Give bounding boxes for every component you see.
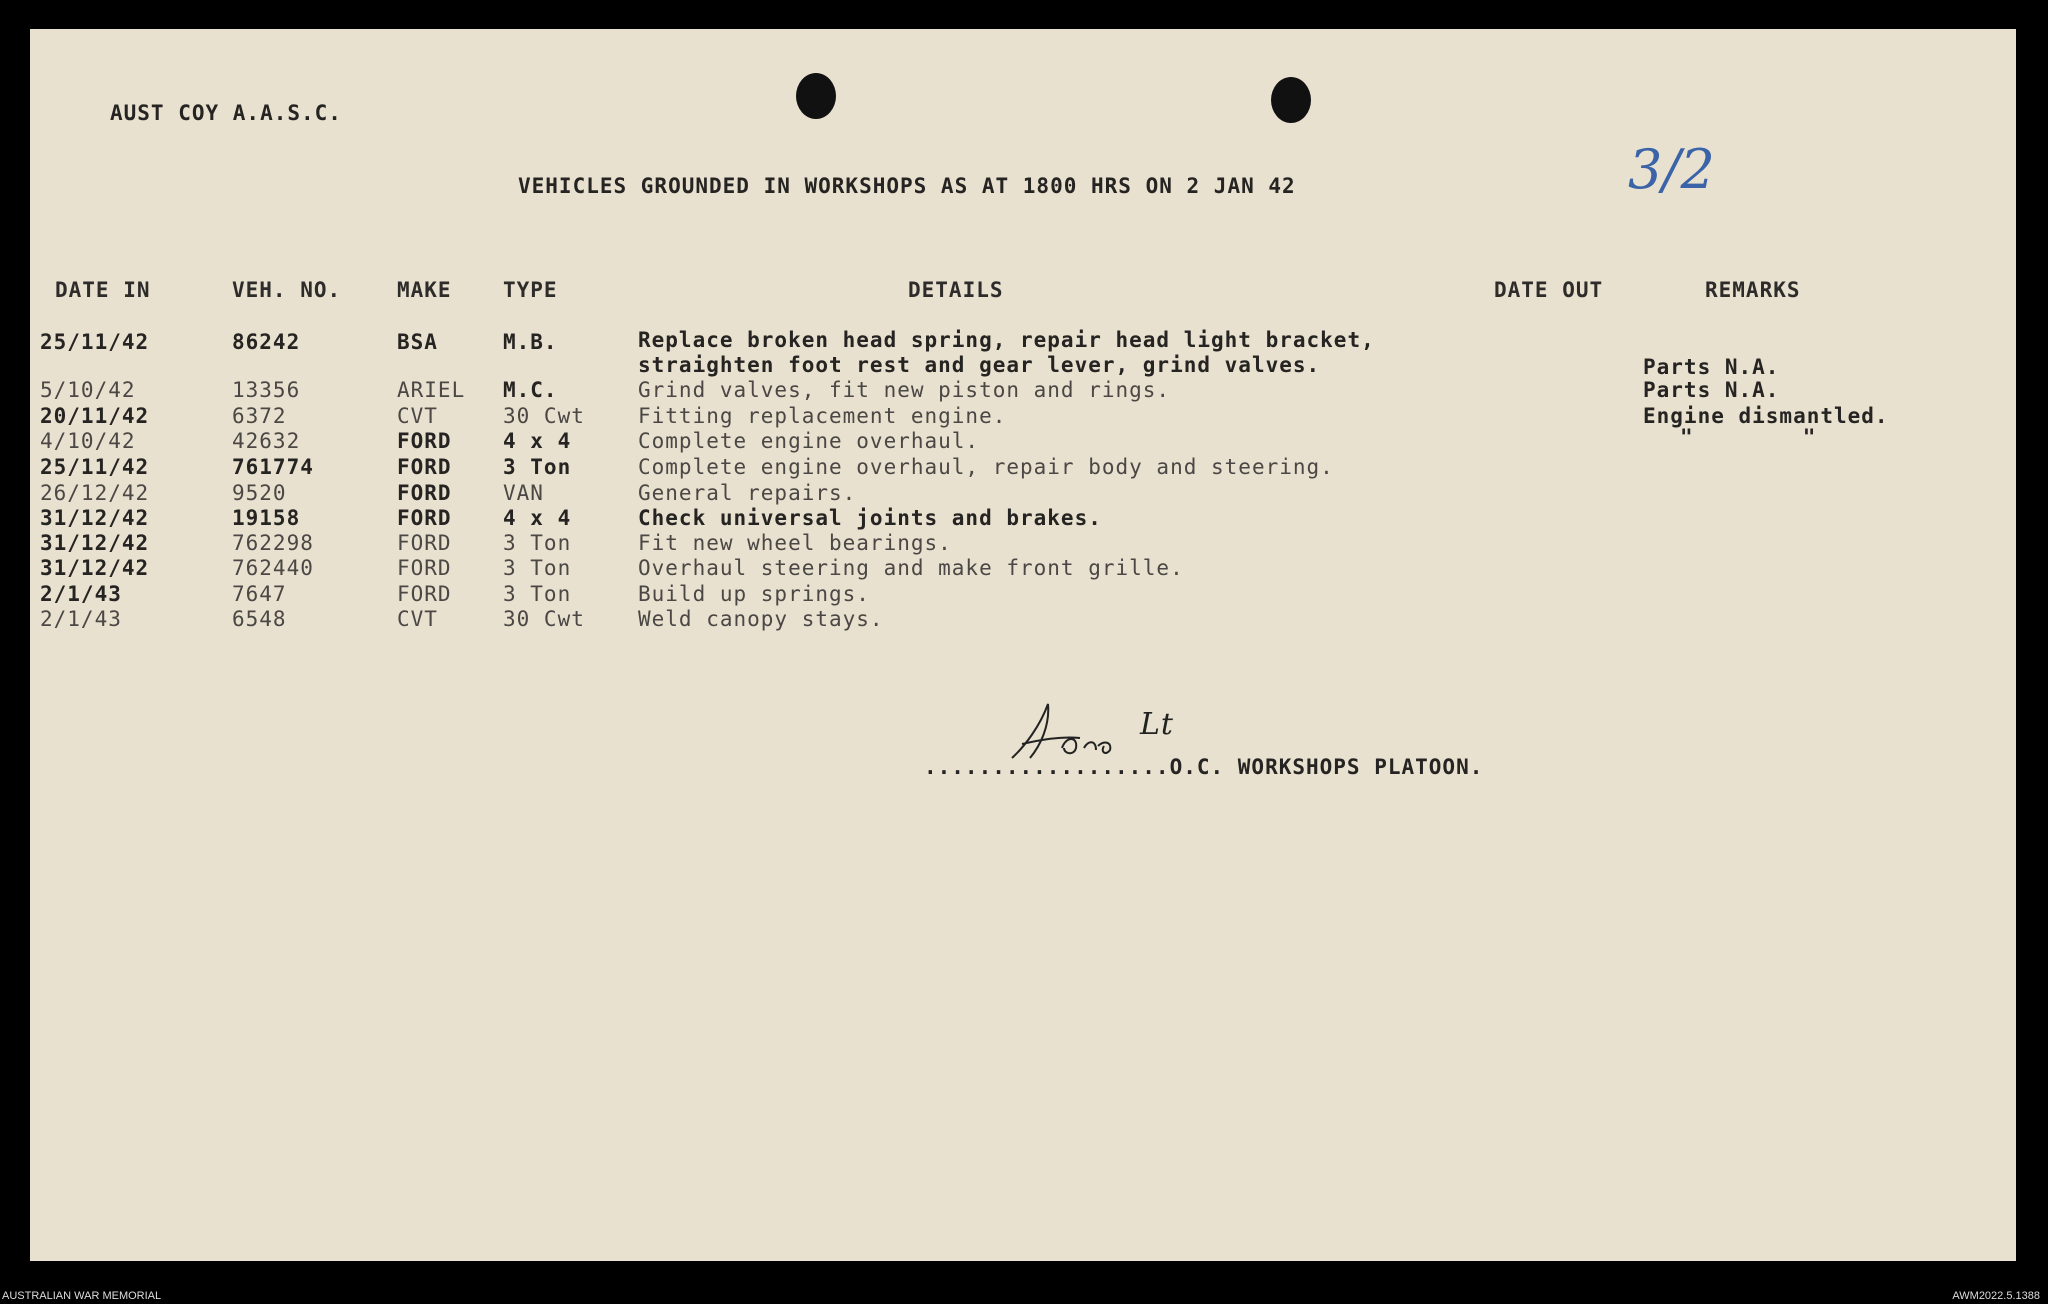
header-type: TYPE (503, 278, 558, 302)
punch-hole-left (796, 73, 836, 119)
row-8-date-in: 31/12/42 (40, 556, 150, 580)
header-remarks: REMARKS (1705, 278, 1801, 302)
row-4-veh-no: 761774 (232, 455, 314, 479)
row-1-veh-no: 13356 (232, 378, 301, 402)
header-details: DETAILS (908, 278, 1004, 302)
row-6-type: 4 x 4 (503, 506, 572, 530)
row-4-type: 3 Ton (503, 455, 572, 479)
row-8-details: Overhaul steering and make front grille. (638, 556, 1184, 580)
row-5-date-in: 26/12/42 (40, 481, 150, 505)
row-2-date-in: 20/11/42 (40, 404, 150, 428)
header-make: MAKE (397, 278, 452, 302)
row-3-details: Complete engine overhaul. (638, 429, 980, 453)
row-6-date-in: 31/12/42 (40, 506, 150, 530)
row-5-make: FORD (397, 481, 452, 505)
footer-right: AWM2022.5.1388 (1952, 1290, 2040, 1302)
row-0-make: BSA (397, 330, 438, 354)
row-10-type: 30 Cwt (503, 607, 585, 631)
row-0-veh-no: 86242 (232, 330, 301, 354)
row-1-make: ARIEL (397, 378, 466, 402)
row-3-make: FORD (397, 429, 452, 453)
row-10-veh-no: 6548 (232, 607, 287, 631)
row-7-type: 3 Ton (503, 531, 572, 555)
row-5-details: General repairs. (638, 481, 857, 505)
signature-rank: Lt (1140, 707, 1174, 742)
row-4-make: FORD (397, 455, 452, 479)
row-6-details: Check universal joints and brakes. (638, 506, 1102, 530)
row-1-date-in: 5/10/42 (40, 378, 136, 402)
row-5-veh-no: 9520 (232, 481, 287, 505)
row-2-make: CVT (397, 404, 438, 428)
row-9-veh-no: 7647 (232, 582, 287, 606)
row-0-date-in: 25/11/42 (40, 330, 150, 354)
row-10-details: Weld canopy stays. (638, 607, 884, 631)
row-1-details: Grind valves, fit new piston and rings. (638, 378, 1171, 402)
row-0-details-line2: straighten foot rest and gear lever, grind valves. (638, 353, 1321, 377)
signature-line: ..................O.C. WORKSHOPS PLATOON. (924, 755, 1484, 779)
footer-left: AUSTRALIAN WAR MEMORIAL (2, 1290, 162, 1302)
row-9-date-in: 2/1/43 (40, 582, 122, 606)
row-3-date-in: 4/10/42 (40, 429, 136, 453)
row-6-make: FORD (397, 506, 452, 530)
row-9-type: 3 Ton (503, 582, 572, 606)
row-5-type: VAN (503, 481, 544, 505)
folio-number: 3/2 (1628, 138, 1715, 201)
row-1-remarks: Parts N.A. (1643, 378, 1780, 402)
row-8-veh-no: 762440 (232, 556, 314, 580)
row-4-date-in: 25/11/42 (40, 455, 150, 479)
document-page (30, 29, 2016, 1261)
row-3-veh-no: 42632 (232, 429, 301, 453)
row-7-make: FORD (397, 531, 452, 555)
row-3-type: 4 x 4 (503, 429, 572, 453)
header-date-in: DATE IN (55, 278, 151, 302)
row-0-remarks: Parts N.A. (1643, 355, 1780, 379)
row-2-type: 30 Cwt (503, 404, 585, 428)
row-2-remarks: Engine dismantled. (1643, 404, 1889, 428)
row-2-details: Fitting replacement engine. (638, 404, 1007, 428)
header-veh-no: VEH. NO. (232, 278, 342, 302)
punch-hole-right (1271, 77, 1311, 123)
row-8-type: 3 Ton (503, 556, 572, 580)
row-1-type: M.C. (503, 378, 558, 402)
row-9-details: Build up springs. (638, 582, 870, 606)
row-0-type: M.B. (503, 330, 558, 354)
row-2-veh-no: 6372 (232, 404, 287, 428)
page-title: VEHICLES GROUNDED IN WORKSHOPS AS AT 1800 HRS ON 2 JAN 42 (518, 174, 1296, 198)
row-0-details: Replace broken head spring, repair head light bracket, (638, 328, 1375, 352)
unit-heading: AUST COY A.A.S.C. (110, 101, 342, 125)
row-3-remarks: " " (1680, 425, 1817, 449)
row-6-veh-no: 19158 (232, 506, 301, 530)
row-7-veh-no: 762298 (232, 531, 314, 555)
row-10-date-in: 2/1/43 (40, 607, 122, 631)
row-10-make: CVT (397, 607, 438, 631)
row-7-details: Fit new wheel bearings. (638, 531, 952, 555)
row-8-make: FORD (397, 556, 452, 580)
header-date-out: DATE OUT (1494, 278, 1604, 302)
row-9-make: FORD (397, 582, 452, 606)
row-4-details: Complete engine overhaul, repair body and steering. (638, 455, 1334, 479)
row-7-date-in: 31/12/42 (40, 531, 150, 555)
